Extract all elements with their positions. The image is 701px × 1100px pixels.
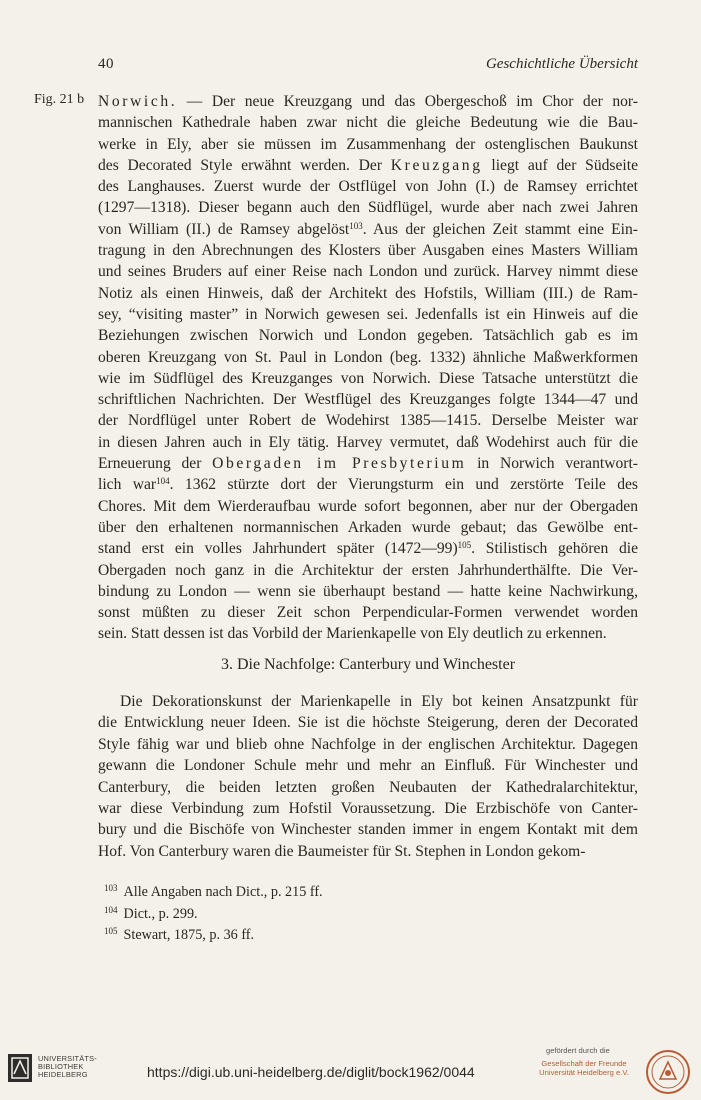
text-line [98, 517, 638, 538]
text-run: stand erst ein volles Jahrhundert später (1472—99) [98, 540, 458, 558]
text-run: Kreuzgang [390, 156, 483, 174]
text-line [98, 623, 638, 644]
text-line: bury und die Bischöfe von Winchester standen immer in engem Kontakt mit dem [98, 821, 638, 839]
library-logo-icon [8, 1054, 32, 1082]
footnote-text: Stewart, 1875, p. 36 ff. [123, 927, 255, 943]
text-line [98, 538, 638, 559]
sponsor-block [536, 1046, 632, 1077]
main-paragraph [98, 91, 638, 645]
university-seal-icon [645, 1049, 691, 1095]
text-line [98, 453, 638, 474]
text-run: werke in Ely, aber sie müssen im Zusammenhang der ostenglischen Baukunst [98, 135, 638, 153]
text-run: Chores. Mit dem Wierderaufbau wurde sofort begonnen, aber nur der Obergaden [98, 497, 638, 515]
text-line [98, 176, 638, 197]
library-name-line: HEIDELBERG [38, 1070, 88, 1080]
text-line [98, 219, 638, 240]
section-heading: 3. Die Nachfolge: Canterbury und Winchester [220, 656, 516, 673]
footnote [104, 925, 634, 947]
text-run: sonst müßten zu dieser Zeit schon Perpendicular-Formen verwendet worden [98, 604, 638, 622]
sponsor-name: Gesellschaft der Freunde [541, 1059, 627, 1068]
text-run: der Nordflügel unter Robert de Wodehirst 1385—1415. Derselbe Meister war [98, 412, 638, 430]
text-run: Norwich. [98, 93, 178, 110]
text-run: sey, “visiting master” in Norwich gewesen sei. Jedenfalls ist ein Hinweis auf die [98, 305, 638, 323]
text-line [98, 91, 638, 112]
text-run: . Aus der gleichen Zeit stammt eine Ein- [362, 220, 638, 238]
text-line [98, 261, 638, 282]
footnote-ref: 103 [349, 220, 363, 231]
text-line [98, 602, 638, 623]
text-run: (1297—1318). Dieser begann auch den Südflügel, wurde aber nach zwei Jahren [98, 199, 638, 217]
footnote-number: 105 [104, 926, 118, 936]
text-run: liegt auf der Südseite [482, 156, 638, 174]
text-line [98, 368, 638, 389]
text-line [98, 581, 638, 602]
sponsor-label: gefördert durch die [546, 1046, 610, 1055]
text-run: schriftlichen Nachrichten. Der Westflügel des Kreuzganges folgte 1344—47 und [98, 391, 638, 409]
permalink-url[interactable]: https://digi.ub.uni-heidelberg.de/diglit/bock1962/0044 [147, 1064, 475, 1080]
footnote-number: 103 [104, 883, 118, 893]
text-line [98, 496, 638, 517]
footnote-text: Dict., p. 299. [123, 905, 198, 922]
figure-reference: Fig. 21 b [34, 92, 85, 107]
footnotes [104, 882, 634, 947]
library-name-line: BIBLIOTHEK [38, 1062, 84, 1072]
text-line: Die Dekorationskunst der Marienkapelle in Ely bot keinen Ansatzpunkt für [120, 693, 638, 710]
running-title: Geschichtliche Übersicht [485, 56, 638, 72]
text-run: Erneuerung der [98, 455, 213, 473]
text-line [98, 389, 638, 410]
library-name-line: UNIVERSITÄTS- [38, 1054, 97, 1063]
library-name [38, 1055, 97, 1080]
text-line [98, 347, 638, 368]
text-line [98, 155, 638, 176]
footnote-text: Alle Angaben nach Dict., p. 215 ff. [123, 884, 323, 900]
text-line: Canterbury, die beiden letzten großen Neubauten der Kathedralarchitektur, [98, 778, 638, 796]
text-run: wie im Südflügel des Kreuzganges von Norwich. Diese Tatsache unterstützt die [98, 369, 638, 387]
text-line: gewann die Londoner Schule mehr und mehr an Einfluß. Für Winchester und [98, 757, 638, 775]
text-line: die Entwicklung neuer Ideen. Sie ist die höchste Steigerung, deren der Decorated [98, 714, 638, 732]
text-run: Notiz als einen Hinweis, daß der Architekt des Hofstils, William (III.) de Ram- [98, 284, 638, 302]
text-run: in diesen Jahren auch in Ely tätig. Harvey vermutet, daß Wodehirst auch für die [98, 433, 638, 451]
footnote [104, 904, 634, 926]
page-number: 40 [98, 56, 114, 72]
text-line: Hof. Von Canterbury waren die Baumeister für St. Stephen in London gekom- [98, 842, 586, 860]
footnote-number: 104 [104, 904, 118, 915]
text-line: war diese Verbindung zum Hofstil Voraussetzung. Die Erzbischöfe von Canter- [98, 800, 638, 818]
text-run: von William (II.) de Ramsey abgelöst [98, 220, 350, 238]
text-run: tragung in den Abrechnungen des Klosters über Ausgaben eines Masters William [98, 242, 638, 260]
text-line [98, 134, 638, 155]
text-run: — Der neue Kreuzgang und das Obergeschoß im Chor der nor- [177, 93, 638, 110]
text-line [98, 325, 638, 346]
text-run: Obergaden noch ganz in die Architektur der ersten Jahrhunderthälfte. Die Ver- [98, 561, 638, 579]
text-run: in Norwich verantwort- [466, 455, 638, 473]
text-run: Beziehungen zwischen Norwich und London gegeben. Tatsächlich gab es im [98, 327, 638, 345]
text-run: über den erhaltenen normannischen Arkaden wurde gebaut; das Gewölbe ent- [98, 518, 638, 536]
text-run: . Stilistisch gehören die [471, 540, 639, 558]
text-run: . 1362 stürzte dort der Vierungsturm ein und zerstörte Teile des [169, 476, 638, 494]
text-line: Style fähig war und blieb ohne Nachfolge in der englischen Architektur. Dagegen [98, 735, 638, 753]
running-head [98, 56, 638, 78]
section-paragraph [98, 691, 638, 862]
text-run: und seines Bruders auf einer Reise nach London und zurück. Harvey nimmt diese [98, 263, 638, 281]
text-line [98, 560, 638, 581]
text-run: lich war [98, 476, 157, 494]
footnote-ref: 105 [457, 540, 472, 551]
text-line [98, 283, 638, 304]
text-line [98, 112, 638, 133]
text-run: Obergaden im Presbyterium [212, 455, 467, 473]
text-line [98, 240, 638, 261]
text-run: sein. Statt dessen ist das Vorbild der Marienkapelle von Ely deutlich zu erkennen. [98, 625, 607, 643]
text-run: bindung zu London — wenn sie überhaupt bestand — hatte keine Nachwirkung, [98, 582, 638, 600]
text-run: mannischen Kathedrale haben zwar nicht die gleiche Bedeutung wie die Bau- [98, 114, 638, 132]
text-line [98, 410, 638, 431]
text-line [98, 432, 638, 453]
footnote [104, 882, 634, 904]
sponsor-name: Universität Heidelberg e.V. [539, 1068, 629, 1077]
footnote-ref: 104 [156, 476, 170, 487]
text-run: des Langhauses. Zuerst wurde der Ostflügel von John (I.) de Ramsey errichtet [98, 178, 638, 196]
text-run: des Decorated Style erwähnt werden. Der [98, 156, 391, 174]
text-line [98, 474, 638, 495]
text-run: oberen Kreuzgang von St. Paul in London (beg. 1332) ähnliche Maßwerkformen [98, 348, 638, 366]
footer-bar [0, 1046, 701, 1099]
text-line [98, 304, 638, 325]
text-line [98, 197, 638, 218]
